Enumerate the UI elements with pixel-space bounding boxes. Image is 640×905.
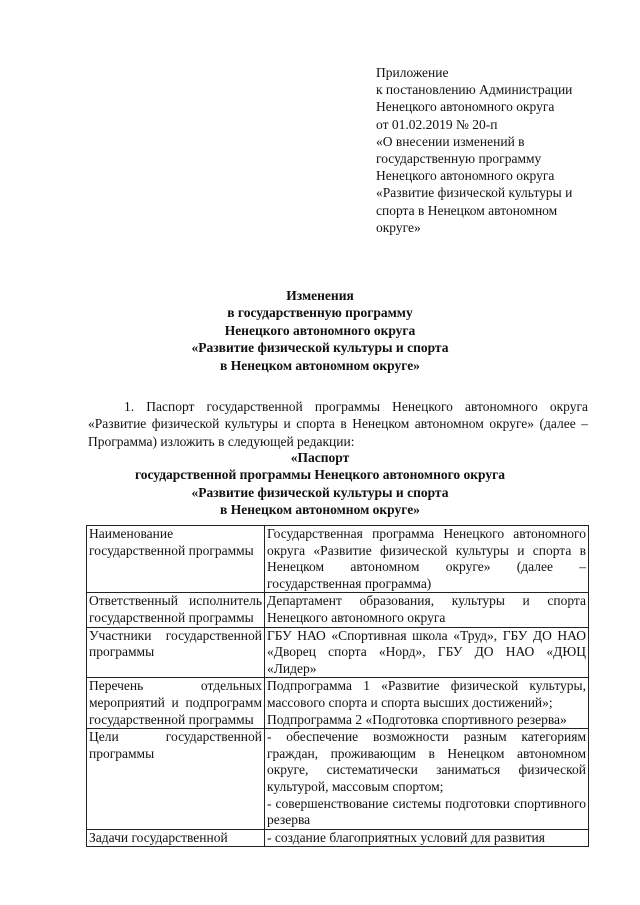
title-line: «Развитие физической культуры и спорта: [191, 340, 449, 356]
passport-title: [0, 449, 640, 519]
row-value-line: - совершенствование системы подготовки спортивного резерва: [267, 795, 586, 828]
table-row: [87, 627, 589, 678]
appendix-line: округе»: [376, 219, 421, 235]
row-value-line: Департамент образования, культуры и спорта Ненецкого автономного округа: [267, 593, 586, 625]
title-line: в государственную программу: [227, 305, 413, 321]
title-line: Ненецкого автономного округа: [224, 322, 416, 338]
row-value: [265, 627, 589, 678]
appendix-line: государственную программу: [376, 151, 542, 167]
appendix-line: Ненецкого автономного округа: [376, 168, 555, 184]
title-line: Изменения: [286, 288, 354, 303]
row-label: Ответственный исполнитель государственной программы: [87, 593, 265, 627]
appendix-line: «О внесении изменений в: [376, 133, 525, 149]
appendix-line: от 01.02.2019 № 20-п: [376, 116, 498, 132]
row-value: [265, 593, 589, 627]
appendix-line: Приложение: [376, 65, 449, 80]
table-row: [87, 729, 589, 830]
row-value-line: ГБУ НАО «Спортивная школа «Труд», ГБУ ДО НАО «Дворец спорта «Норд», ГБУ ДО НАО «ДЮЦ «Лидер»: [267, 627, 586, 676]
body-paragraph: [88, 398, 588, 450]
table-row: [87, 678, 589, 729]
passport-title-line: «Развитие физической культуры и спорта: [191, 484, 449, 500]
passport-title-line: «Паспорт: [290, 450, 350, 465]
row-value: [265, 729, 589, 830]
passport-table: [86, 525, 589, 847]
row-value-line: Подпрограмма 1 «Развитие физической культуры, массового спорта и спорта высших достижений»;: [267, 678, 586, 710]
row-label: Задачи государственной: [87, 829, 265, 847]
table-row: [87, 593, 589, 627]
document-title: [0, 287, 640, 374]
passport-title-line: государственной программы Ненецкого автономного округа: [134, 467, 506, 483]
row-label: Наименование государственной программы: [87, 526, 265, 593]
row-value-line: - создание благоприятных условий для развития: [267, 829, 545, 845]
row-value: [265, 526, 589, 593]
appendix-block: [376, 64, 616, 236]
appendix-line: спорта в Ненецком автономном: [376, 202, 558, 218]
row-label: Участники государственной программы: [87, 627, 265, 678]
row-value-line: - обеспечение возможности разным категориям граждан, проживающим в Ненецком автономном округе, систематически заниматься физической культурой, массовым спортом;: [267, 729, 586, 794]
row-value-line: Государственная программа Ненецкого автономного округа «Развитие физической культуры и спорта в Ненецком автономном округе» (далее – государственная программа): [267, 526, 586, 591]
table-row: [87, 829, 589, 847]
table-row: [87, 526, 589, 593]
appendix-line: Ненецкого автономного округа: [376, 99, 555, 115]
title-line: в Ненецком автономном округе»: [220, 357, 420, 373]
appendix-line: к постановлению Администрации: [376, 82, 573, 98]
appendix-line: «Развитие физической культуры и: [376, 185, 573, 201]
row-label: Перечень отдельных мероприятий и подпрограмм государственной программы: [87, 678, 265, 729]
row-value-line: Подпрограмма 2 «Подготовка спортивного резерва»: [267, 711, 567, 727]
passport-title-line: в Ненецком автономном округе»: [220, 502, 420, 518]
row-label: Цели государственной программы: [87, 729, 265, 830]
row-value: [265, 678, 589, 729]
row-value: [265, 829, 589, 847]
paragraph-text: 1. Паспорт государственной программы Ненецкого автономного округа «Развитие физической культуры и спорта в Ненецком автономном округе» (далее – Программа) изложить в следующей редакции:: [88, 399, 588, 449]
